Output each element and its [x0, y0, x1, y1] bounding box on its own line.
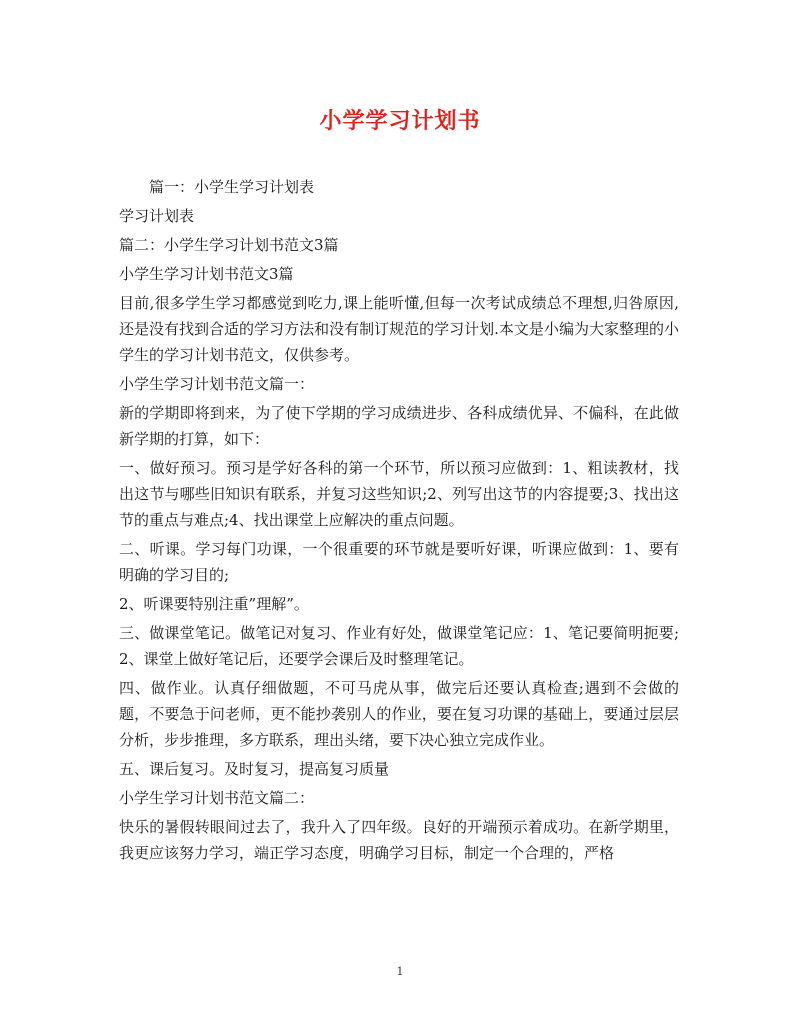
paragraph: 学习计划表	[119, 207, 195, 225]
paragraph: 小学生学习计划书范文篇二：	[119, 789, 315, 807]
paragraph: 小学生学习计划书范文3篇	[119, 265, 294, 283]
paragraph: 四、做作业。认真仔细做题，不可马虎从事，做完后还要认真检查;遇到不会做的题，不要急于问老师，更不能抄袭别人的作业，要在复习功课的基础上，要通过层层分析，步步推理，多方联系，理出头绪，要下决心独立完成作业。	[119, 679, 679, 749]
paragraph: 2、听课要特别注重”理解”。	[119, 595, 309, 613]
paragraph: 五、课后复习。及时复习，提高复习质量	[119, 760, 390, 778]
document-body	[119, 174, 679, 869]
page-number: 1	[396, 965, 404, 978]
paragraph: 二、听课。学习每门功课，一个很重要的环节就是要听好课，听课应做到：1、要有明确的学习目的;	[119, 540, 679, 584]
paragraph: 小学生学习计划书范文篇一：	[119, 375, 315, 393]
paragraph-section-one-heading: 篇一：小学生学习计划表	[149, 178, 315, 196]
paragraph: 一、做好预习。预习是学好各科的第一个环节，所以预习应做到：1、粗读教材，找出这节与哪些旧知识有联系，并复习这些知识;2、列写出这节的内容提要;3、找出这节的重点与难点;4、找出课堂上应解决的重点问题。	[119, 459, 679, 529]
document-title: 小学学习计划书	[319, 108, 481, 134]
paragraph: 三、做课堂笔记。做笔记对复习、作业有好处，做课堂笔记应：1、笔记要简明扼要;2、课堂上做好笔记后，还要学会课后及时整理笔记。	[119, 624, 679, 668]
paragraph-section-two-heading: 篇二：小学生学习计划书范文3篇	[119, 236, 339, 254]
paragraph: 新的学期即将到来，为了使下学期的学习成绩进步、各科成绩优异、不偏科，在此做新学期的打算，如下：	[119, 404, 679, 448]
paragraph: 快乐的暑假转眼间过去了，我升入了四年级。良好的开端预示着成功。在新学期里，我更应该努力学习，端正学习态度，明确学习目标，制定一个合理的，严格	[119, 818, 679, 862]
paragraph: 目前,很多学生学习都感觉到吃力,课上能听懂,但每一次考试成绩总不理想,归咎原因,还是没有找到合适的学习方法和没有制订规范的学习计划.本文是小编为大家整理的小学生的学习计划书范文，仅供参考。	[119, 294, 679, 364]
